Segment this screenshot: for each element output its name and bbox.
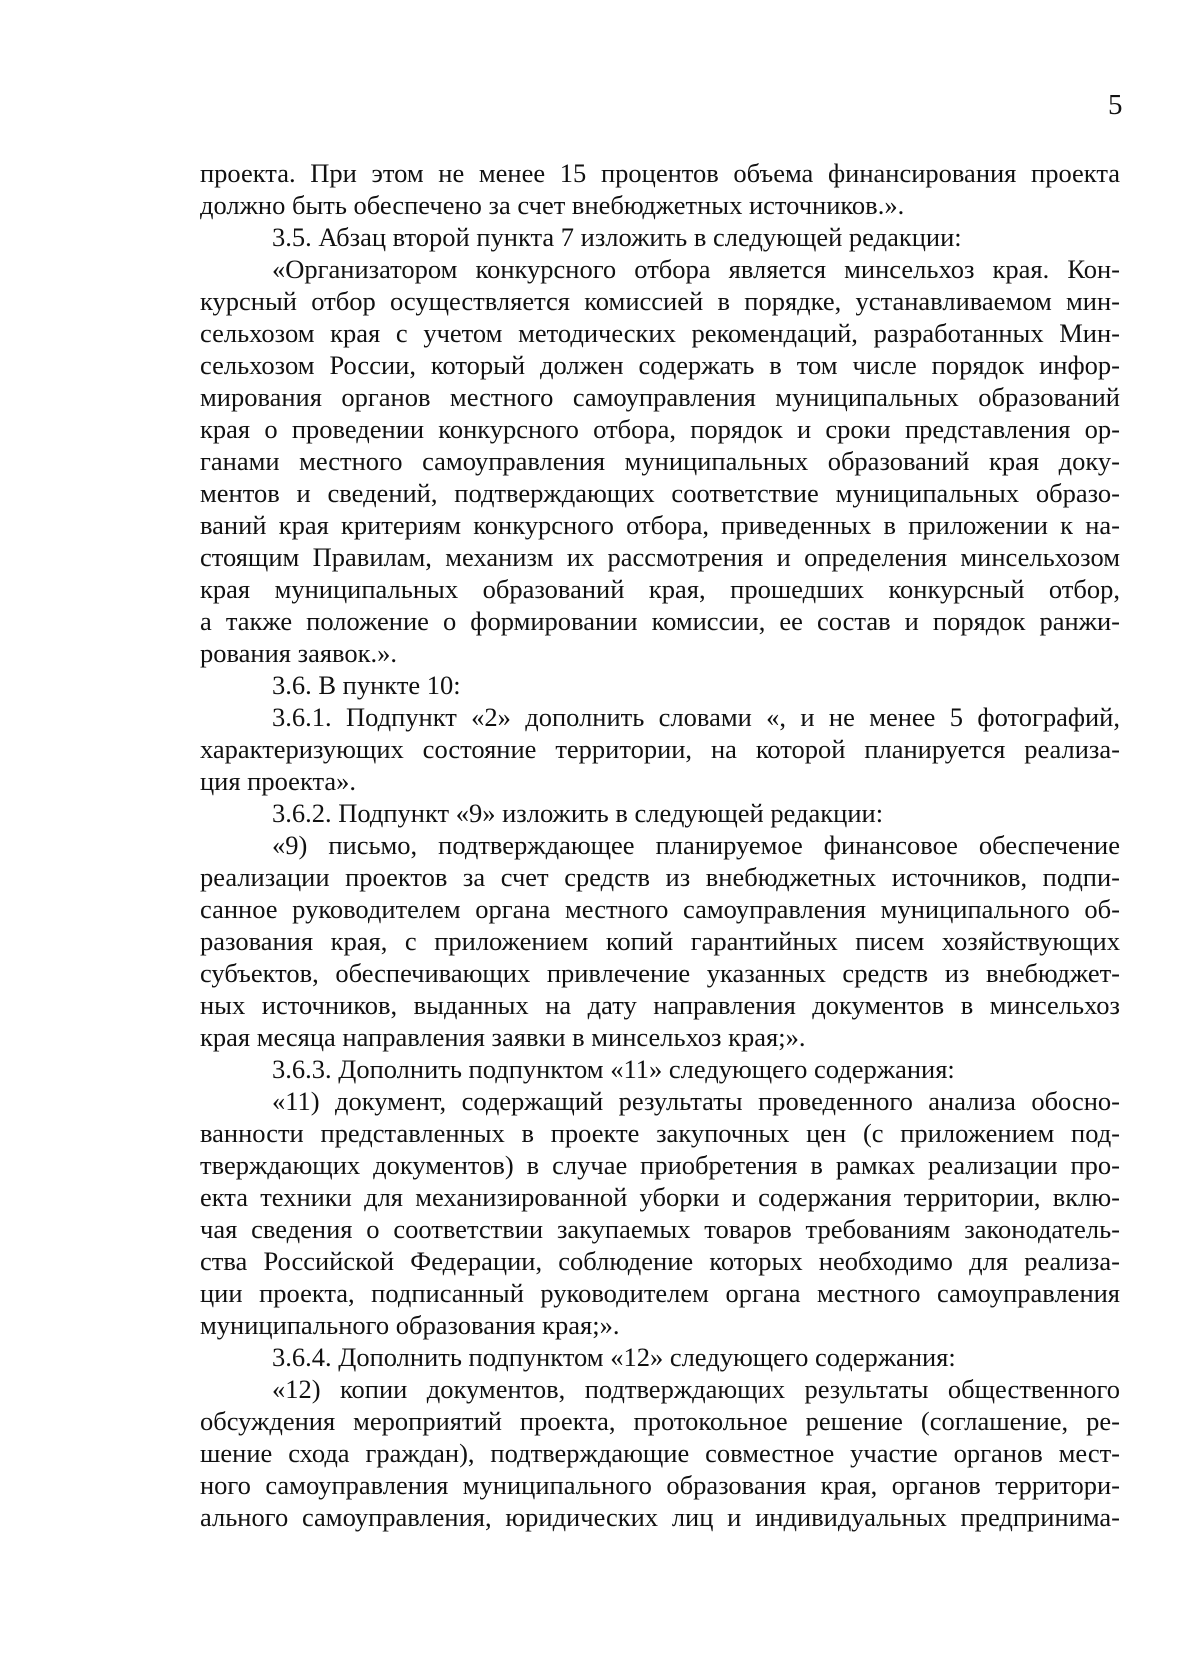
text-line: курсный отбор осуществляется комиссией в порядке, устанавливаемом мин- xyxy=(200,286,1120,316)
text-line: чая сведения о соответствии закупаемых товаров требованиям законодатель- xyxy=(200,1214,1120,1244)
text-line: сельхозом края с учетом методических рекомендаций, разработанных Мин- xyxy=(200,318,1120,348)
text-line: должно быть обеспечено за счет внебюджетных источников.». xyxy=(200,190,905,220)
text-line: санное руководителем органа местного самоуправления муниципального об- xyxy=(200,894,1120,924)
text-line: ного самоуправления муниципального образования края, органов территори- xyxy=(200,1470,1120,1500)
text-line: сельхозом России, который должен содержать в том числе порядок инфор- xyxy=(200,350,1120,380)
text-line: характеризующих состояние территории, на которой планируется реализа- xyxy=(200,734,1120,764)
text-line: муниципального образования края;». xyxy=(200,1310,620,1340)
page-number: 5 xyxy=(1108,89,1123,121)
text-line: проекта. При этом не менее 15 процентов объема финансирования проекта xyxy=(200,158,1120,188)
text-line: «9) письмо, подтверждающее планируемое финансовое обеспечение xyxy=(272,830,1120,860)
text-line: ментов и сведений, подтверждающих соответствие муниципальных образо- xyxy=(200,478,1120,508)
text-line: «11) документ, содержащий результаты проведенного анализа обосно- xyxy=(272,1086,1120,1116)
text-line: края месяца направления заявки в минсельхоз края;». xyxy=(200,1022,806,1052)
text-line: 3.6.4. Дополнить подпунктом «12» следующего содержания: xyxy=(272,1342,956,1372)
text-line: шение схода граждан), подтверждающие совместное участие органов мест- xyxy=(200,1438,1120,1468)
text-line: ства Российской Федерации, соблюдение которых необходимо для реализа- xyxy=(200,1246,1120,1276)
text-line: ных источников, выданных на дату направления документов в минсельхоз xyxy=(200,990,1120,1020)
text-line: 3.5. Абзац второй пункта 7 изложить в следующей редакции: xyxy=(272,222,962,252)
text-line: субъектов, обеспечивающих привлечение указанных средств из внебюджет- xyxy=(200,958,1120,988)
text-line: 3.6. В пункте 10: xyxy=(272,670,461,700)
text-line: 3.6.1. Подпункт «2» дополнить словами «, и не менее 5 фотографий, xyxy=(272,702,1120,732)
text-line: 3.6.2. Подпункт «9» изложить в следующей редакции: xyxy=(272,798,884,828)
text-line: ция проекта». xyxy=(200,766,357,796)
text-line: ального самоуправления, юридических лиц и индивидуальных предпринима- xyxy=(200,1502,1120,1532)
text-line: тверждающих документов) в случае приобретения в рамках реализации про- xyxy=(200,1150,1120,1180)
text-line: «12) копии документов, подтверждающих результаты общественного xyxy=(272,1374,1120,1404)
text-line: реализации проектов за счет средств из внебюджетных источников, подпи- xyxy=(200,862,1120,892)
text-line: ванности представленных в проекте закупочных цен (с приложением под- xyxy=(200,1118,1120,1148)
text-line: а также положение о формировании комиссии, ее состав и порядок ранжи- xyxy=(200,606,1120,636)
document-body xyxy=(200,157,1120,1533)
text-line: края о проведении конкурсного отбора, порядок и сроки представления ор- xyxy=(200,414,1120,444)
text-line: ции проекта, подписанный руководителем органа местного самоуправления xyxy=(200,1278,1120,1308)
text-line: мирования органов местного самоуправления муниципальных образований xyxy=(200,382,1120,412)
text-line: «Организатором конкурсного отбора является минсельхоз края. Кон- xyxy=(272,254,1120,284)
text-line: рования заявок.». xyxy=(200,638,397,668)
text-line: ганами местного самоуправления муниципальных образований края доку- xyxy=(200,446,1120,476)
text-line: края муниципальных образований края, прошедших конкурсный отбор, xyxy=(200,574,1120,604)
text-line: ваний края критериям конкурсного отбора, приведенных в приложении к на- xyxy=(200,510,1120,540)
text-line: екта техники для механизированной уборки и содержания территории, вклю- xyxy=(200,1182,1120,1212)
text-line: стоящим Правилам, механизм их рассмотрения и определения минсельхозом xyxy=(200,542,1120,572)
text-line: разования края, с приложением копий гарантийных писем хозяйствующих xyxy=(200,926,1120,956)
text-line: 3.6.3. Дополнить подпунктом «11» следующего содержания: xyxy=(272,1054,955,1084)
text-line: обсуждения мероприятий проекта, протокольное решение (соглашение, ре- xyxy=(200,1406,1120,1436)
